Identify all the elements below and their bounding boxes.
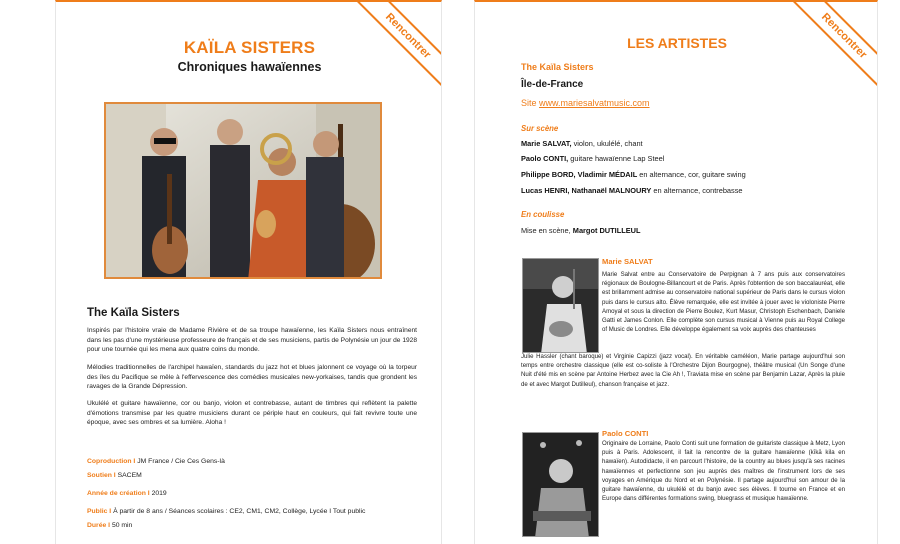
bio-text-marie-continued: Julie Hassler (chant baroque) et Virginie Capizzi (jazz vocal). En véritable caméléon, Marie partage aujourd'hui son temps entre orchestre classique (elle est co-soliste à l'Orchestre Dijon Bourgogne), théâtre musical (Un Songe d'une Nuit d'été mis en scène par Antoine Herbez avec la Cie Ah !, Traviata mise en scène par Benjamin Lazar, Après la pluie de et avec Margot Dutilleul), chanson française et jazz.	[521, 353, 845, 388]
cast-role: en alternance, contrebasse	[653, 186, 743, 195]
meta-key: Année de création I	[87, 490, 150, 497]
website-link[interactable]: www.mariesalvatmusic.com	[539, 98, 650, 108]
bio-text-marie: Marie Salvat entre au Conservatoire de Perpignan à 7 ans puis aux conservatoires régionaux de Boulogne-Billancourt et de Paris. Après l'obtention de son baccalauréat, elle est brillamment admise au conservatoire national supérieur de Paris dans le cursus violon puis dans le cursus alto. Élève remarquée, elle est invitée à jouer avec le violoniste Pierre Amoyal et sous la direction de Pierre Boulez, Kurt Masur, Christoph Eschenbach, Daniele Gatti et James Conlon. Elle complète son cursus musical à Vienne puis au Royal College of Music de Londres. Elle développe également sa voix auprès des chanteuses	[602, 271, 845, 334]
marie-salvat-photo	[522, 258, 599, 353]
left-page	[55, 0, 442, 544]
meta-key: Public I	[87, 508, 112, 515]
section-heading: The Kaïla Sisters	[87, 307, 180, 319]
meta-public	[87, 508, 365, 515]
meta-value: 50 min	[111, 522, 133, 529]
cast-line	[521, 139, 643, 148]
meta-creation-year	[87, 490, 167, 497]
meta-value: JM France / Cie Ces Gens-là	[137, 458, 225, 465]
cast-role: guitare hawaïenne Lap Steel	[570, 154, 665, 163]
page-title: KAÏLA SISTERS	[183, 38, 316, 57]
meta-coproduction	[87, 458, 225, 465]
website-line	[521, 98, 650, 108]
cast-name: Paolo CONTI,	[521, 154, 569, 163]
cast-role: violon, ukulélé, chant	[573, 139, 643, 148]
backstage-heading: En coulisse	[521, 210, 565, 219]
body-paragraph: Ukulélé et guitare hawaïenne, cor ou banjo, violon et contrebasse, autant de timbres qui reflètent la palette d'émotions transmise par les quatre musiciens durant ce périple haut en couleurs, qui fait revivre toute une époque, avec ses ombres et sa lumière. Aloha !	[87, 400, 417, 427]
cast-line	[521, 170, 746, 179]
company-name: The Kaïla Sisters	[521, 62, 594, 72]
site-label: Site	[521, 98, 537, 108]
meta-soutien	[87, 472, 142, 479]
backstage-line	[521, 226, 641, 235]
cast-line	[521, 186, 743, 195]
page-title: LES ARTISTES	[627, 35, 727, 51]
meta-value: À partir de 8 ans / Séances scolaires : CE2, CM1, CM2, Collège, Lycée I Tout public	[113, 508, 366, 515]
rencontrer-ribbon: Rencontrer	[354, 0, 442, 90]
meta-value: SACEM	[117, 472, 142, 479]
bio-text-paolo: Originaire de Lorraine, Paolo Conti suit une formation de guitariste classique à Metz, Lyon puis à Paris. Adolescent, il fait la rencontre de la guitare hawaïenne (kīkā kila en hawaïen). Autodidacte, il en parcourt l'histoire, de la country au blues jusqu'à ses racines hawaïennes et perfectionne son jeu auprès des maîtres de l'instrument lors de ses voyages en Amérique du Nord et en Polynésie. Il partage aujourd'hui son amour de la guitare hawaïenne, du ukulélé et du banjo avec ses élèves. Il tourne en France et en Europe dans différentes formations swing, bluegrass et musique hawaïenne.	[602, 440, 845, 503]
band-photo	[104, 102, 382, 279]
meta-value: 2019	[151, 490, 167, 497]
meta-duration	[87, 522, 132, 529]
meta-key: Durée I	[87, 522, 111, 529]
body-paragraph: Mélodies traditionnelles de l'archipel hawaïen, standards du jazz hot et blues jalonnent ce voyage où la torpeur des îles du Pacifique se mêle à l'effervescence des comédies musicales new-yorkaises, tandis que grondent les ravages de la Grande Dépression.	[87, 364, 417, 391]
meta-key: Coproduction I	[87, 458, 136, 465]
page-subtitle: Chroniques hawaïennes	[177, 60, 322, 74]
rencontrer-ribbon: Rencontrer	[790, 0, 878, 90]
bio-name-marie: Marie SALVAT	[602, 257, 653, 266]
cast-name: Marie SALVAT,	[521, 139, 572, 148]
cast-name: Lucas HENRI, Nathanaël MALNOURY	[521, 186, 652, 195]
cast-line	[521, 154, 664, 163]
cast-name: Philippe BORD, Vladimir MÉDAIL	[521, 170, 638, 179]
company-region: Île-de-France	[521, 79, 584, 90]
backstage-role: Mise en scène,	[521, 226, 571, 235]
paolo-conti-photo	[522, 432, 599, 537]
on-stage-heading: Sur scène	[521, 124, 559, 133]
cast-role: en alternance, cor, guitare swing	[639, 170, 746, 179]
meta-key: Soutien I	[87, 472, 116, 479]
bio-name-paolo: Paolo CONTI	[602, 429, 649, 438]
right-page	[474, 0, 878, 544]
body-paragraph: Inspirés par l'histoire vraie de Madame Rivière et de sa troupe hawaïenne, les Kaïla Sisters nous entraînent dans les pas d'une mystérieuse professeure de français et de ses musiciens, partis de Polynésie un jour de 1928 pour une tournée qui les mena aux quatre coins du monde.	[87, 327, 417, 354]
backstage-name: Margot DUTILLEUL	[572, 226, 641, 235]
